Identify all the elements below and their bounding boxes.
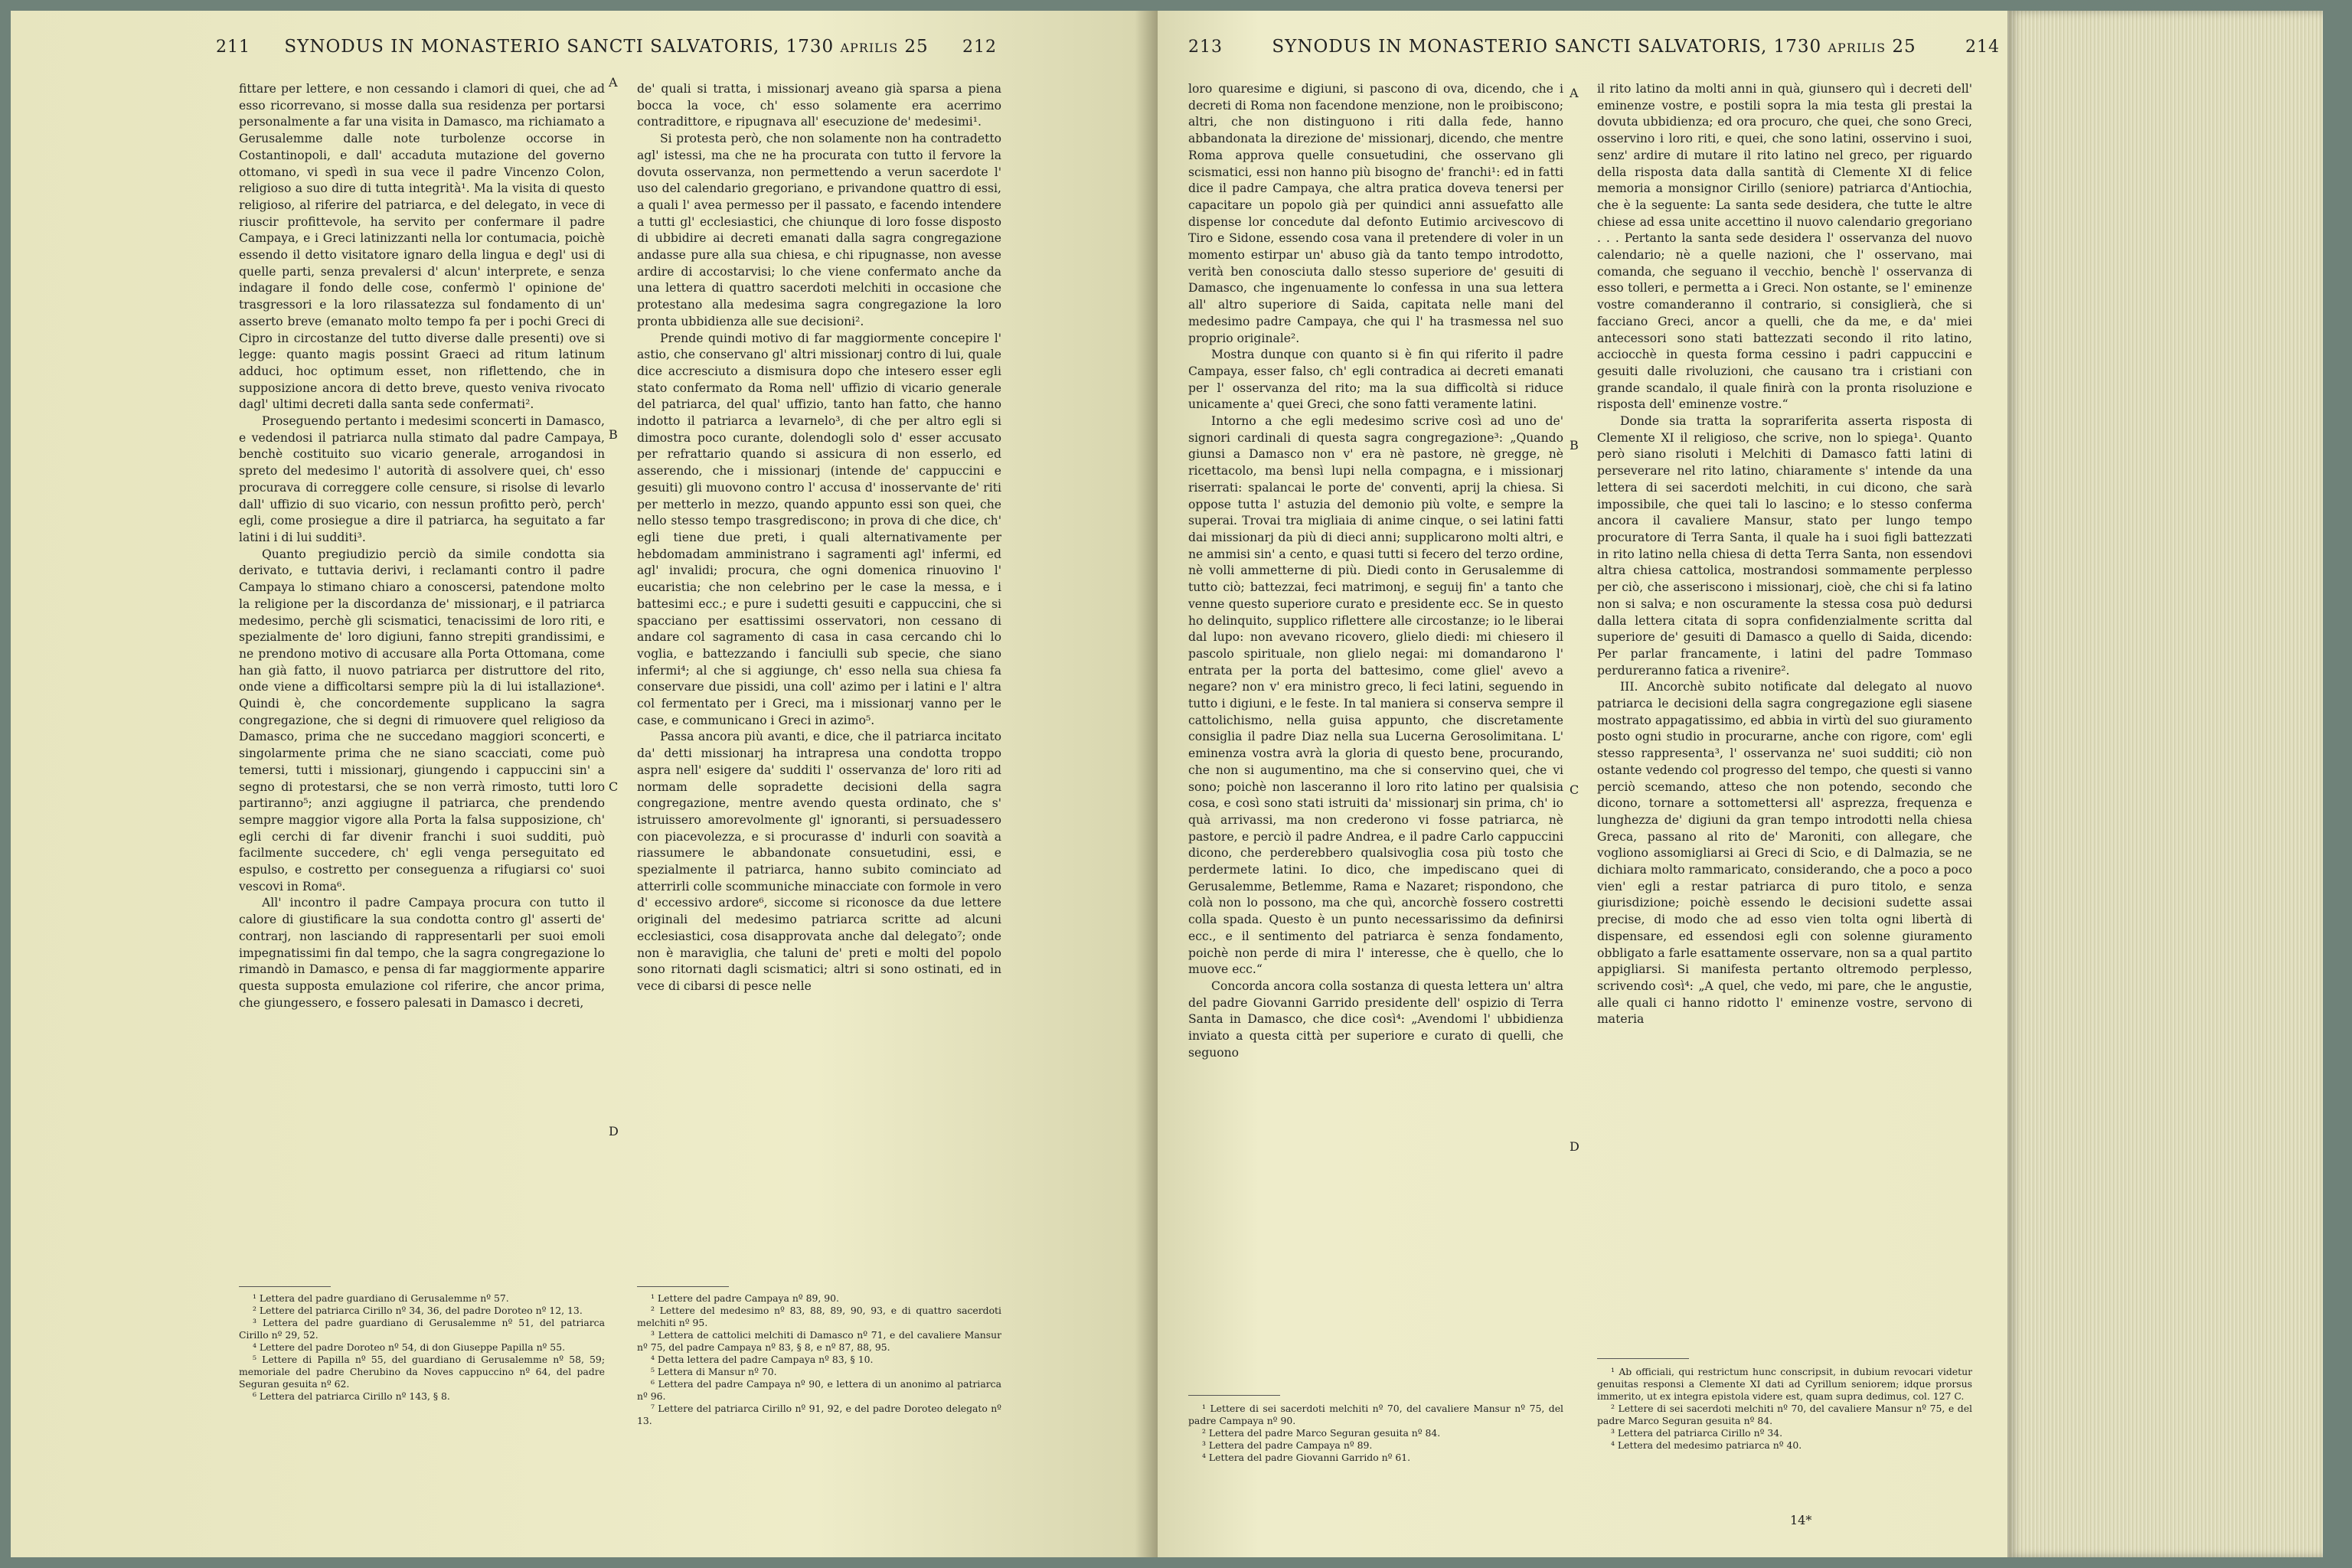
page-title: SYNODUS IN MONASTERIO SANCTI SALVATORIS, 1730 aprilis 25 <box>1272 37 1916 57</box>
text-column <box>239 81 605 1276</box>
margin-letter: B <box>1570 438 1579 452</box>
margin-letter: C <box>1570 782 1579 797</box>
footnote: ⁶ Lettera del padre Campaya nº 90, e lettera di un anonimo al patriarca nº 96. <box>637 1378 1001 1402</box>
footnote: ¹ Lettere di sei sacerdoti melchiti nº 70, del cavaliere Mansur nº 75, del padre Campaya nº 90. <box>1188 1403 1563 1426</box>
signature-mark: 14* <box>1790 1513 1812 1527</box>
paragraph: Quanto pregiudizio perciò da simile condotta sia derivato, e tuttavia derivi, i reclamanti contro il padre Campaya lo stimano chiaro a conoscersi, patendone molto la religione per la discordanza de' missionarj, e il patriarca medesimo, perchè gli scismatici, tenacissimi de loro riti, e spezialmente de' loro digiuni, fanno strepiti grandissimi, e ne prendono motivo di accusare alla Porta Ottomana, come han già fatto, il nuovo patriarca per distruttore del rito, onde viene a difficoltarsi sempre più la di lui istallazione⁴. Quindi è, che concordemente supplicano la sagra congregazione, che si degni di rimuovere quel religioso da Damasco, prima che ne succedano maggiori sconcerti, e singolarmente prima che ne siano scacciati, come può temersi, tutti i missionarj, giungendo i cappuccini sin' a segno di protestarsi, che se non verrà rimosto, tutti loro partiranno⁵; anzi aggiugne il patriarca, che prendendo sempre maggior vigore alla Porta la falsa supposizione, ch' egli cerchi di far divenir franchi i suoi sudditi, può facilmente succedere, ch' egli venga perseguitato ed espulso, e costretto per conseguenza a rifugiarsi co' suoi vescovi in Roma⁶. <box>239 547 605 893</box>
text-column <box>1188 81 1563 1383</box>
page-number: 213 <box>1188 38 1223 57</box>
footnote: ³ Lettera del padre Campaya nº 89. <box>1202 1439 1373 1451</box>
footnotes <box>637 1292 1001 1522</box>
footnote-rule <box>239 1286 331 1287</box>
footnote: ⁴ Lettere del padre Doroteo nº 54, di don Giuseppe Papilla nº 55. <box>253 1341 566 1353</box>
footnotes <box>1597 1366 1972 1527</box>
footnote: ¹ Lettera del padre guardiano di Gerusalemme nº 57. <box>253 1292 509 1304</box>
paragraph: loro quaresime e digiuni, si pascono di ova, dicendo, che i decreti di Roma non facendone menzione, non le proibiscono; altri, che non distinguono i riti dalla fede, hanno abbandonata la direzione de' missionarj, dicendo, che mentre Roma approva quelle consuetudini, che osservano gli scismatici, essi non hanno più bisogno de' franchi¹: ed in fatti dice il padre Campaya, che altra pratica doveva tenersi per capacitare un popolo già per quindici anni assuefatto alle dispense lor concedute dal defonto Eutimio arcivescovo di Tiro e Sidone, essendo cosa vana il pretendere di voler in un momento estirpar un' abuso già da tanto tempo introdotto, verità ben conosciuta dallo stesso superiore de' gesuiti di Damasco, che ingenuamente lo confessa in una sua lettera all' altro superiore di Saida, capitata nelle mani del medesimo padre Campaya, che qui l' ha trasmessa nel suo proprio originale². <box>1188 82 1563 345</box>
page-number: 214 <box>1965 38 2000 57</box>
paragraph: Mostra dunque con quanto si è fin qui riferito il padre Campaya, esser falso, ch' egli contradica ai decreti emanati per l' osservanza del rito; ma la sua difficoltà si riduce unicamente a' quei Greci, che sono fatti veramente latini. <box>1188 348 1563 412</box>
footnote: ⁷ Lettere del patriarca Cirillo nº 91, 92, e del padre Doroteo delegato nº 13. <box>637 1403 1001 1426</box>
footnote: ³ Lettera de cattolici melchiti di Damasco nº 71, e del cavaliere Mansur nº 75, del padre Campaya nº 83, § 8, e nº 87, 88, 95. <box>637 1329 1001 1353</box>
footnotes <box>239 1292 605 1499</box>
margin-letter: A <box>609 75 618 90</box>
paragraph: Passa ancora più avanti, e dice, che il patriarca incitato da' detti missionarj ha intrapresa una condotta troppo aspra nell' esigere da' sudditi l' osservanza de' loro riti ad normam delle sopradette decisioni della sagra congregazione, mentre avendo questa ordinato, che s' istruissero amorevolmente gl' ignoranti, si persuadessero con piacevolezza, e si procurasse d' indurli con soavità a riassumere le abbandonate consuetudini, essi, e spezialmente il patriarca, hanno subito cominciato ad atterrirli colle scommuniche minacciate con formole in vero d' eccessivo ardore⁶, siccome si riconosce da due lettere originali del medesimo patriarca scritte ad alcuni ecclesiastici, cosa disapprovata anche dal delegato⁷; onde non è maraviglia, che taluni de' preti e molti del popolo sono ritornati dagli scismatici; altri si sono ostinati, ed in vece di cibarsi di pesce nelle <box>637 730 1001 993</box>
footnote: ⁴ Lettera del padre Giovanni Garrido nº 61. <box>1202 1452 1411 1463</box>
paragraph: fittare per lettere, e non cessando i clamori di quei, che ad esso ricorrevano, si mosse dalla sua residenza per portarsi personalmente a far una visita in Damasco, ma richiamato a Gerusalemme dalle note turbolenze occorse in Costantinopoli, e dall' accaduta mutazione del governo ottomano, vi spedì in sua vece il padre Vincenzo Colon, religioso a suo dire di tutta integrità¹. Ma la visita di questo religioso, al riferire del patriarca, e del delegato, in vece di riuscir profittevole, ha servito per confermare il padre Campaya, e i Greci latinizzanti nella lor contumacia, poichè essendo il detto visitatore ignaro della lingua e degl' usi di quelle parti, senza prevalersi d' alcun' interprete, e senza indagare il fondo delle cose, confermò l' opinione de' trasgressori e la loro rilassatezza sul fondamento di un' asserto breve (emanato molto tempo fa per i pochi Greci di Cipro in circostanze del tutto diverse dalle presenti) ove si legge: quanto magis possint Graeci ad ritum latinum adduci, hoc optimum esset, non riflettendo, che in supposizione ancora di detto breve, questo veniva rivocato dagl' ultimi decreti dalla santa sede confermati². <box>239 82 605 412</box>
paragraph: de' quali si tratta, i missionarj aveano già sparsa a piena bocca la voce, ch' esso solamente era acerrimo contradittore, e ripugnava all' esecuzione de' medesimi¹. <box>637 82 1001 129</box>
paragraph: All' incontro il padre Campaya procura con tutto il calore di giustificare la sua condotta contro gl' asserti de' contrarj, non lasciando di rappresentarli per suoi emoli impegnatissimi fin dal tempo, che la sagra congregazione lo rimandò in Damasco, e pensa di far maggiormente apparire questa supposta emulazione col riferire, che ancor prima, che giungessero, e fossero palesati in Damasco i decreti, <box>239 896 605 1010</box>
footnote: ¹ Ab officiali, qui restrictum hunc conscripsit, in dubium revocari videtur genuitas responsi a Clemente XI dati ad Cyrillum seniorem; idque prorsus immerito, ut ex integra epistola videre est, quam supra dedimus, col. 127 C. <box>1597 1366 1972 1402</box>
running-head-left <box>216 37 997 57</box>
page-title: SYNODUS IN MONASTERIO SANCTI SALVATORIS, 1730 aprilis 25 <box>284 37 929 57</box>
right-page <box>1158 11 2007 1557</box>
paragraph: III. Ancorchè subito notificate dal delegato al nuovo patriarca le decisioni della sagra congregazione egli siasene mostrato appagatissimo, ed abbia in virtù del suo giuramento posto ogni studio in procurarne, anche con rigore, com' egli stesso rappresenta³, l' osservanza ne' suoi sudditi; ciò non ostante vedendo col progresso del tempo, che questi si vanno perciò scemando, atteso che non potendo, secondo che dicono, tornare a sottomettersi all' asprezza, frequenza e lunghezza de' digiuni da gran tempo introdotti nella chiesa Greca, passano al rito de' Maroniti, con allegare, che vogliono assomigliarsi ai Greci di Scio, e di Dalmazia, se ne dichiara molto rammaricato, considerando, che a poco a poco vien' egli a restar patriarca di puro titolo, e senza giurisdizione; poichè essendo le decisioni sudette assai precise, di modo che ad esso vien tolta ogni libertà di dispensare, ed essendosi egli con solenne giuramento obbligato a farle esattamente osservare, non sa a qual partito appigliarsi. Si manifesta pertanto oltremodo perplesso, scrivendo così⁴: „A quel, che vedo, mi pare, che le angustie, alle quali ci hanno ridotto l' eminenze vostre, servono di materia <box>1597 680 1972 1027</box>
page-number: 212 <box>962 38 997 57</box>
footnote: ⁴ Detta lettera del padre Campaya nº 83, § 10. <box>651 1354 874 1365</box>
footnote: ⁵ Lettere di Papilla nº 55, del guardiano di Gerusalemme nº 58, 59; memoriale del padre Cherubino da Noves cappuccino nº 64, del padre Seguran gesuita nº 62. <box>239 1354 605 1390</box>
footnote-rule <box>1597 1358 1689 1359</box>
margin-letter: D <box>609 1124 619 1138</box>
footnote-rule <box>1188 1395 1280 1396</box>
paragraph: Concorda ancora colla sostanza di questa lettera un' altra del padre Giovanni Garrido presidente dell' ospizio di Terra Santa in Damasco, che dice così⁴: „Avendomi l' ubbidienza inviato a questa città per superiore e curato di quelli, che seguono <box>1188 978 1563 1060</box>
footnote: ⁵ Lettera di Mansur nº 70. <box>651 1366 777 1377</box>
footnote: ² Lettere del patriarca Cirillo nº 34, 36, del padre Doroteo nº 12, 13. <box>253 1305 583 1316</box>
footnote: ³ Lettera del patriarca Cirillo nº 34. <box>1611 1427 1783 1439</box>
paragraph: Proseguendo pertanto i medesimi sconcerti in Damasco, e vedendosi il patriarca nulla stimato dal padre Campaya, benchè costituito suo vicario generale, arrogandosi in spreto del medesimo l' autorità di assolvere quei, ch' esso procurava di correggere colle censure, si risolse di levarlo dall' uffizio di suo vicario, con nessun profitto però, perch' egli, come prosiegue a dire il patriarca, ha seguitato a far latini i di lui sudditi³. <box>239 414 605 544</box>
paragraph: Prende quindi motivo di far maggiormente concepire l' astio, che conservano gl' altri missionarj contro di lui, quale dice accresciuto a dismisura dopo che intesero esser egli stato confermato da Roma nell' uffizio di vicario generale del patriarca, del qual' uffizio, tanto han fatto, che hanno indotto il patriarca a levarnelo³, di che per altro egli si dimostra poco curante, dolendogli solo d' esser accusato per refrattario quando si assicura di non esserlo, ed asserendo, che i missionarj (intende de' cappuccini e gesuiti) gli muovono contro l' accusa d' inosservante de' riti per metterlo in mezzo, quando appunto essi son quei, che nello stesso tempo trasgrediscono; in prova di che dice, ch' egli tiene due preti, i quali alternativamente per hebdomadam amministrano i sagramenti agl' infermi, ed agl' invalidi; procura, che ogni domenica rinuovino l' eucaristia; che non celebrino per le case la messa, e i battesimi ecc.; e pure i sudetti gesuiti e cappuccini, che si spacciano per esattissimi osservatori, non cessano di andare col sagramento di casa in casa cercando chi lo voglia, e battezzando i fanciulli sub specie, che siano infermi⁴; al che si aggiunge, ch' esso nella sua chiesa fa conservare due pissidi, una coll' azimo per i latini e l' altra col fermentato per i Greci, ma i missionarj vanno per le case, e communicano i Greci in azimo⁵. <box>637 331 1001 727</box>
margin-letter: D <box>1570 1139 1579 1154</box>
text-column <box>1597 81 1972 1337</box>
footnotes <box>1188 1403 1563 1525</box>
paragraph: Donde sia tratta la soprariferita asserta risposta di Clemente XI il religioso, che scrive, non lo spiega¹. Quanto però siano risoluti i Melchiti di Damasco fatti latini di perseverare nel rito latino, chiaramente s' intende da una lettera di sei sacerdoti melchiti, in cui dicono, che sarà impossibile, che quei tali lo lascino; e lo stesso conferma ancora il cavaliere Mansur, stato per lungo tempo procuratore di Terra Santa, il quale ha i suoi figli battezzati in rito latino nella chiesa di detta Terra Santa, non essendovi altra chiesa cattolica, mostrandosi sommamente perplesso per ciò, che asseriscono i missionarj, cioè, che chi si fa latino non si salva; e non oscuramente la stessa cosa può dedursi dalla lettera citata di sopra confidenzialmente scritta dal superiore de' gesuiti di Damasco a quello di Saida, dicendo: Per parlar francamente, i latini del padre Tommaso perdureranno fatica a rivenire². <box>1597 414 1972 678</box>
footnote-rule <box>637 1286 729 1287</box>
margin-letter: C <box>609 779 619 794</box>
text-column <box>637 81 1001 1276</box>
margin-letter: B <box>609 427 618 442</box>
page-edges <box>2007 11 2323 1557</box>
footnote: ³ Lettera del padre guardiano di Gerusalemme nº 51, del patriarca Cirillo nº 29, 52. <box>239 1317 605 1341</box>
footnote: ¹ Lettere del padre Campaya nº 89, 90. <box>651 1292 839 1304</box>
footnote: ⁴ Lettera del medesimo patriarca nº 40. <box>1611 1439 1802 1451</box>
footnote: ⁶ Lettera del patriarca Cirillo nº 143, § 8. <box>253 1390 450 1402</box>
paragraph: Intorno a che egli medesimo scrive così ad uno de' signori cardinali di questa sagra congregazione³: „Quando giunsi a Damasco non v' era nè pastore, nè gregge, nè ricettacolo, ma bensì lupi nella compagna, e i missionarj riserrati: spalancai le porte de' conventi, aprij la chiesa. Si oppose tutta l' astuzia del demonio più volte, e sempre la superai. Trovai tra migliaia di anime cinque, o sei latini fatti dai missionarj da più di dieci anni; supplicarono molti altri, e ne ammisi sin' a cento, e quasi tutti si fecero del terzo ordine, nè volli ammetterne di più. Diedi conto in Gerusalemme di tutto ciò; battezzai, feci matrimonj, e seguij fin' a tanto che venne questo superiore curato e presidente ecc. Se in questo ho delinquito, supplico riflettere alle circostanze; io le liberai dal lupo: non avevano ricovero, glielo diedi: mi chiesero il pascolo spirituale, non glielo negai: mi domandarono l' entrata per la porta del battesimo, come gliel' avevo a negare? non v' era ministro greco, li feci latini, seguendo in tutto i digiuni, e le feste. In tal maniera si conserva sempre il cattolichismo, nella guisa appunto, che discretamente consiglia il padre Diaz nella sua Lucerna Gerosolimitana. L' eminenza vostra avrà la gloria di questo bene, procurando, che non si augumentino, ma che si conservino quei, che vi sono; poichè non lasceranno il loro rito latino per qualsisia cosa, e così sono stati istruiti da' missionarj sin prima, ch' io quà arrivassi, ma non crederono vi fosse patriarca, nè pastore, e perciò il padre Andrea, e il padre Carlo cappuccini dicono, che perderebbero qualsivoglia cosa più tosto che perdermete latini. Io dico, che impediscano quei di Gerusalemme, Betlemme, Rama e Nazaret; rispondono, che colà non lo possono, ma che quì, ancorchè fossero costretti colla spada. Questo è un punto necessarissimo da definirsi ecc., e il sentimento del patriarca è senza fondamento, poichè non perde di mira l' interesse, che è quello, che lo muove ecc.“ <box>1188 414 1563 977</box>
left-page <box>11 11 1158 1557</box>
paragraph: il rito latino da molti anni in quà, giunsero quì i decreti dell' eminenze vostre, e postili sopra la mia testa gli prestai la dovuta ubbidienza; ed ora procuro, che quei, che sono Greci, osservino i loro riti, e quei, che sono latini, osservino i suoi, senz' ardire di mutare il rito latino nel greco, per riguardo della risposta data dalla santità di Clemente XI di felice memoria a monsignor Cirillo (seniore) patriarca d'Antiochia, che è la seguente: La santa sede desidera, che tutte le altre chiese ad essa unite accettino il nuovo calendario gregoriano . . . Pertanto la santa sede desidera l' osservanza del nuovo calendario; nè a quelle nazioni, che l' osservano, mai comanda, che seguano il vecchio, benchè l' osservanza di esso tolleri, e permetta a i Greci. Non ostante, se l' eminenze vostre comanderanno il contrario, si consiglierà, che si facciano Greci, ancor a quelli, che da me, e da' miei antecessori sono stati battezzati secondo il rito latino, acciocchè in questa forma cessino i padri cappuccini e gesuiti dalle rivoluzioni, che causano tra i cristiani con grande scandalo, il quale finirà con la pronta risoluzione e risposta dell' eminenze vostre.“ <box>1597 82 1972 412</box>
footnote: ² Lettere del medesimo nº 83, 88, 89, 90, 93, e di quattro sacerdoti melchiti nº 95. <box>637 1305 1001 1328</box>
footnote: ² Lettera del padre Marco Seguran gesuita nº 84. <box>1202 1427 1441 1439</box>
margin-letter: A <box>1570 86 1579 100</box>
footnote: ² Lettere di sei sacerdoti melchiti nº 70, del cavaliere Mansur nº 75, e del padre Marco Seguran gesuita nº 84. <box>1597 1403 1972 1426</box>
running-head-right <box>1188 37 2000 57</box>
paragraph: Si protesta però, che non solamente non ha contradetto agl' istessi, ma che ne ha procurata con tutto il fervore la dovuta osservanza, non permettendo a verun sacerdote l' uso del calendario gregoriano, e privandone quattro di essi, a quali l' avea permesso per il passato, e facendo intendere a tutti gl' ecclesiastici, che chiunque di loro fosse disposto di ubbidire ai decreti emanati dalla sagra congregazione andasse pure alla sua chiesa, e chi ripugnasse, non avesse ardire di accostarvisi; lo che viene confermato anche da una lettera di quattro sacerdoti melchiti in occasione che protestano alla medesima sagra congregazione la loro pronta ubbidienza alle sue decisioni². <box>637 132 1001 328</box>
page-number: 211 <box>216 38 250 57</box>
